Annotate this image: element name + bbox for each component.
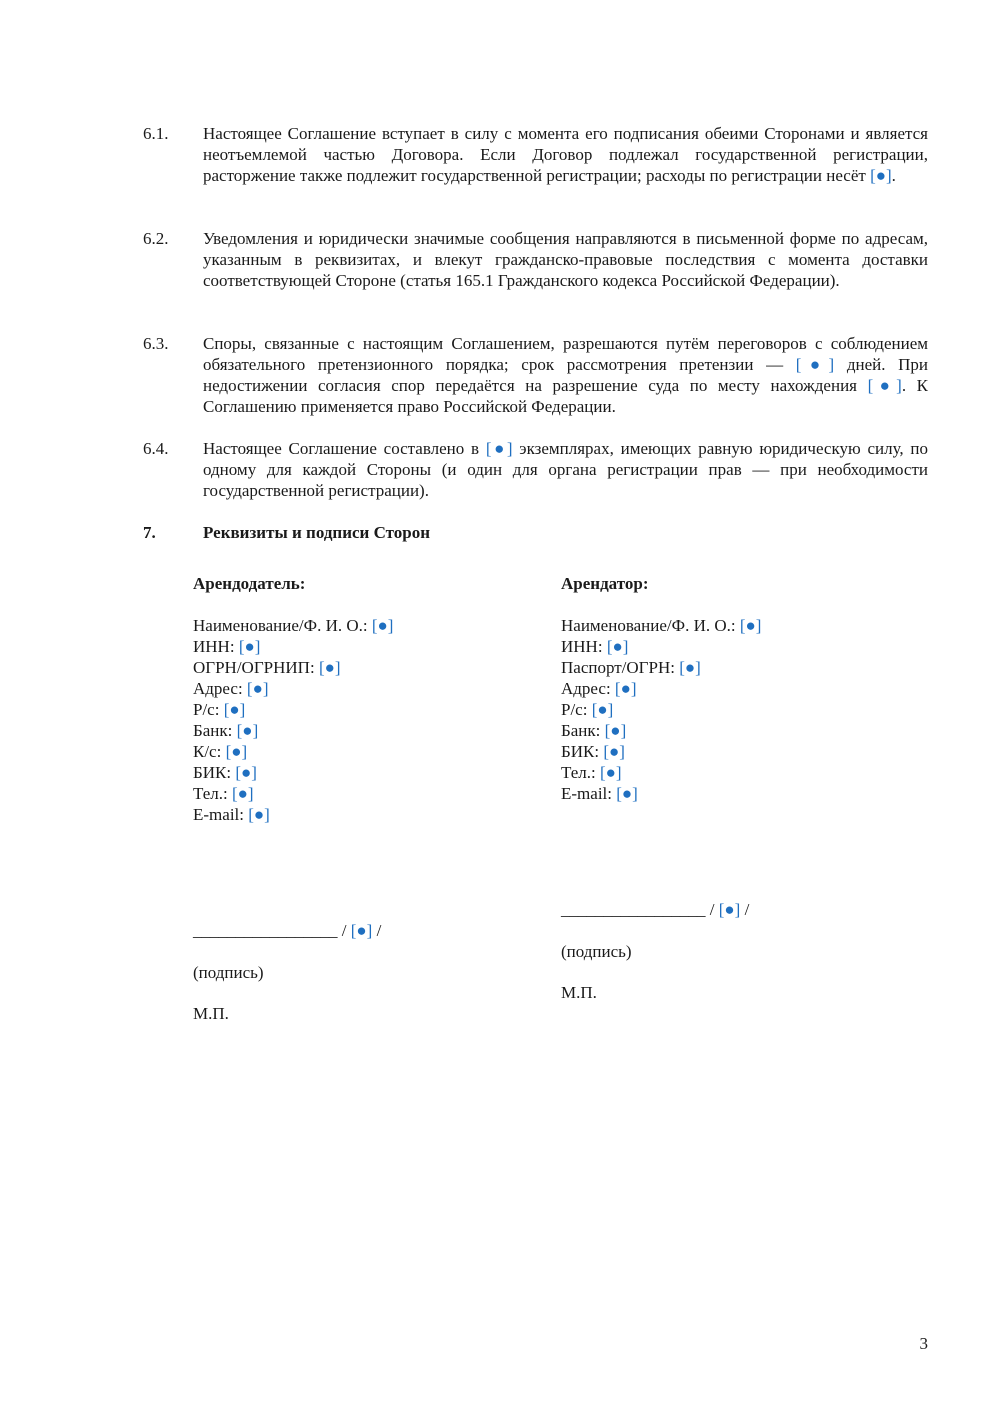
field-label: Тел.:: [193, 784, 228, 803]
clause-text-part: Настоящее Соглашение составлено в: [203, 439, 486, 458]
clause-text-part: Уведомления и юридически значимые сообщения направляются в письменной форме по адресам, указанным в реквизитах, и влекут гражданско-правовые последствия с момента доставки соответствующей Стороне (статья 165.1 Гражданского кодекса Российской Федерации).: [203, 229, 928, 290]
clause-number: 6.2.: [143, 229, 169, 248]
lessor-signature-caption: (подпись): [193, 963, 264, 982]
signature-end-slash: /: [744, 900, 750, 919]
placeholder-marker: [●]: [867, 376, 902, 395]
clause-text-part: дней. При недостижении согласия спор передаётся на разрешение суда по месту нахождения: [203, 355, 929, 395]
clause-text: [203, 333, 928, 417]
details-field: [193, 657, 533, 678]
placeholder-marker: [●]: [485, 439, 513, 458]
clause-text-part: Споры, связанные с настоящим Соглашением, разрешаются путём переговоров с соблюдением обязательного претензионного порядка; срок рассмотрения претензии —: [203, 334, 928, 374]
field-label: ИНН:: [561, 637, 603, 656]
placeholder-marker: [●]: [232, 784, 254, 803]
lessee-heading: Арендатор:: [561, 574, 649, 593]
signature-end-slash: /: [376, 921, 382, 940]
details-field: [193, 783, 533, 804]
field-label: БИК:: [561, 742, 600, 761]
page-number: 3: [919, 1334, 928, 1353]
signature-underline: _________________ /: [561, 900, 715, 919]
clause-6-3: [143, 333, 928, 417]
placeholder-marker: [●]: [318, 658, 341, 677]
field-label: Адрес:: [561, 679, 611, 698]
details-field: [561, 636, 901, 657]
clause-number: 6.3.: [143, 334, 169, 353]
details-field: [193, 762, 533, 783]
lessor-heading: Арендодатель:: [193, 574, 306, 593]
field-label: Банк:: [193, 721, 233, 740]
clause-text-part: . К Соглашению применяется право Российской Федерации.: [203, 376, 928, 416]
field-label: Р/с:: [193, 700, 220, 719]
placeholder-marker: [●]: [606, 637, 629, 656]
placeholder-marker: [●]: [870, 166, 892, 185]
lessee-signature-caption: (подпись): [561, 942, 632, 961]
details-field: [193, 741, 533, 762]
details-field: [193, 720, 533, 741]
placeholder-marker: [●]: [236, 721, 259, 740]
field-label: ИНН:: [193, 637, 235, 656]
clause-text: [203, 438, 928, 501]
section-number: 7.: [143, 523, 156, 542]
field-label: E-mail:: [561, 784, 612, 803]
details-field: [193, 699, 533, 720]
field-label: К/с:: [193, 742, 222, 761]
signature-underline: _________________ /: [193, 921, 347, 940]
details-field: [193, 678, 533, 699]
details-field: [561, 741, 901, 762]
field-label: E-mail:: [193, 805, 244, 824]
details-field: [193, 636, 533, 657]
placeholder-marker: [●]: [238, 637, 261, 656]
placeholder-marker: [●]: [225, 742, 248, 761]
clause-text: [203, 228, 928, 291]
details-field: [193, 615, 533, 636]
field-label: ОГРН/ОГРНИП:: [193, 658, 315, 677]
clause-6-1: [143, 123, 928, 186]
clause-6-2: [143, 228, 928, 291]
clause-text: [203, 123, 928, 186]
lessee-stamp-label: М.П.: [561, 983, 597, 1002]
details-field: [561, 615, 901, 636]
placeholder-marker: [●]: [235, 763, 257, 782]
field-label: Паспорт/ОГРН:: [561, 658, 675, 677]
field-label: Адрес:: [193, 679, 243, 698]
section-title: Реквизиты и подписи Сторон: [203, 523, 431, 542]
details-field: [561, 678, 901, 699]
placeholder-marker: [●]: [604, 721, 627, 740]
placeholder-marker: [●]: [795, 355, 835, 374]
placeholder-marker: [●]: [371, 616, 394, 635]
details-field: [561, 720, 901, 741]
field-label: Р/с:: [561, 700, 588, 719]
clause-6-4: [143, 438, 928, 501]
placeholder-marker: [●]: [614, 679, 637, 698]
placeholder-marker: [●]: [600, 763, 622, 782]
field-label: БИК:: [193, 763, 232, 782]
placeholder-marker: [●]: [718, 900, 741, 919]
field-label: Наименование/Ф. И. О.:: [193, 616, 368, 635]
lessor-signature-line: [193, 920, 381, 941]
placeholder-marker: [●]: [248, 805, 270, 824]
placeholder-marker: [●]: [739, 616, 762, 635]
clause-number: 6.4.: [143, 439, 169, 458]
details-field: [561, 762, 901, 783]
field-label: Банк:: [561, 721, 601, 740]
clause-text-part: Настоящее Соглашение вступает в силу с момента его подписания обеими Сторонами и является неотъемлемой частью Договора. Если Договор подлежал государственной регистрации, расторжение также подлежит государственной регистрации; расходы по регистрации несёт: [203, 124, 928, 185]
placeholder-marker: [●]: [603, 742, 625, 761]
details-field: [561, 657, 901, 678]
placeholder-marker: [●]: [616, 784, 638, 803]
section-7-heading: [143, 522, 928, 543]
lessee-signature-line: [561, 899, 749, 920]
lessee-details: [561, 573, 901, 804]
lessor-stamp-label: М.П.: [193, 1004, 229, 1023]
placeholder-marker: [●]: [679, 658, 701, 677]
placeholder-marker: [●]: [223, 700, 246, 719]
details-field: [193, 804, 533, 825]
placeholder-marker: [●]: [350, 921, 373, 940]
clause-text-part: .: [891, 166, 896, 185]
lessor-details: [193, 573, 533, 825]
details-field: [561, 699, 901, 720]
field-label: Наименование/Ф. И. О.:: [561, 616, 736, 635]
field-label: Тел.:: [561, 763, 596, 782]
placeholder-marker: [●]: [591, 700, 614, 719]
clause-number: 6.1.: [143, 124, 169, 143]
clause-text-part: экземплярах, имеющих равную юридическую силу, по одному для каждой Стороны (и один для органа регистрации прав — при необходимости государственной регистрации).: [203, 439, 929, 500]
details-field: [561, 783, 901, 804]
placeholder-marker: [●]: [246, 679, 269, 698]
